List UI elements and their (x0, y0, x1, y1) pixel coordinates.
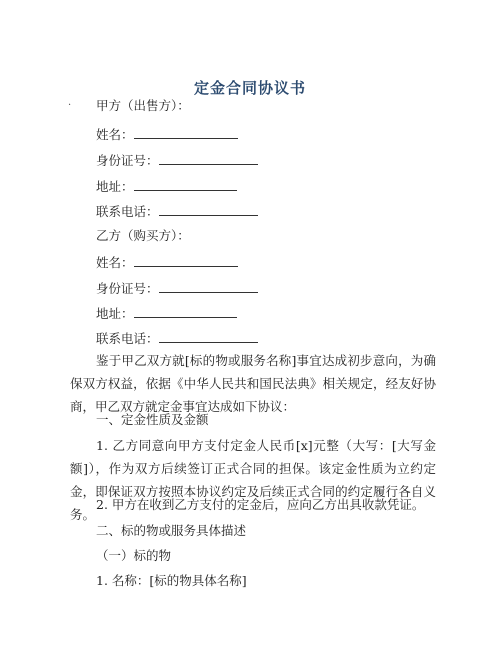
party-b-heading: 乙方（购买方）： (96, 228, 190, 243)
party-b-id-blank (159, 280, 258, 293)
party-a-heading: 甲方（出售方）： (96, 98, 190, 113)
party-a-address-blank (134, 178, 237, 191)
section1-item2: 2. 甲方在收到乙方支付的定金后，应向乙方出具收款凭证。 (96, 497, 425, 512)
section2-subheading: （一）标的物 (96, 548, 172, 563)
party-b-name-field (96, 254, 238, 271)
section1-item1: 1. 乙方同意向甲方支付定金人民币[x]元整（大写：[大写金额]），作为双方后续签订正式合同的担保。该定金性质为立约定金，即保证双方按照本协议约定及后续正式合同的约定履行各自义务。 (70, 438, 436, 522)
party-a-id-label: 身份证号： (96, 153, 159, 168)
section2-item1: 1. 名称：[标的物具体名称] (96, 573, 247, 588)
party-a-phone-blank (159, 203, 258, 216)
party-a-id-field (96, 152, 258, 169)
party-a-address-field (96, 178, 237, 195)
party-a-name-label: 姓名： (96, 127, 134, 142)
party-a-address-label: 地址： (96, 179, 134, 194)
party-a-phone-field (96, 203, 258, 220)
party-a-id-blank (159, 152, 258, 165)
party-a-name-field (96, 126, 238, 143)
party-a-phone-label: 联系电话： (96, 204, 159, 219)
party-b-id-field (96, 280, 258, 297)
party-b-name-blank (134, 254, 238, 267)
section1-heading: 一、定金性质及金额 (96, 412, 209, 427)
party-b-phone-blank (159, 330, 258, 343)
party-b-name-label: 姓名： (96, 255, 134, 270)
party-b-address-blank (134, 305, 237, 318)
party-b-phone-field (96, 330, 258, 347)
party-b-phone-label: 联系电话： (96, 331, 159, 346)
party-b-address-label: 地址： (96, 306, 134, 321)
party-b-address-field (96, 305, 237, 322)
section2-heading: 二、标的物或服务具体描述 (96, 523, 247, 538)
document-title: 定金合同协议书 (193, 79, 306, 97)
party-b-id-label: 身份证号： (96, 281, 159, 296)
party-a-name-blank (134, 126, 238, 139)
bullet-mark: · (68, 100, 72, 111)
intro-paragraph: 鉴于甲乙双方就[标的物或服务名称]事宜达成初步意向，为确保双方权益，依据《中华人民共和国民法典》相关规定，经友好协商，甲乙双方就定金事宜达成如下协议： (70, 353, 436, 414)
